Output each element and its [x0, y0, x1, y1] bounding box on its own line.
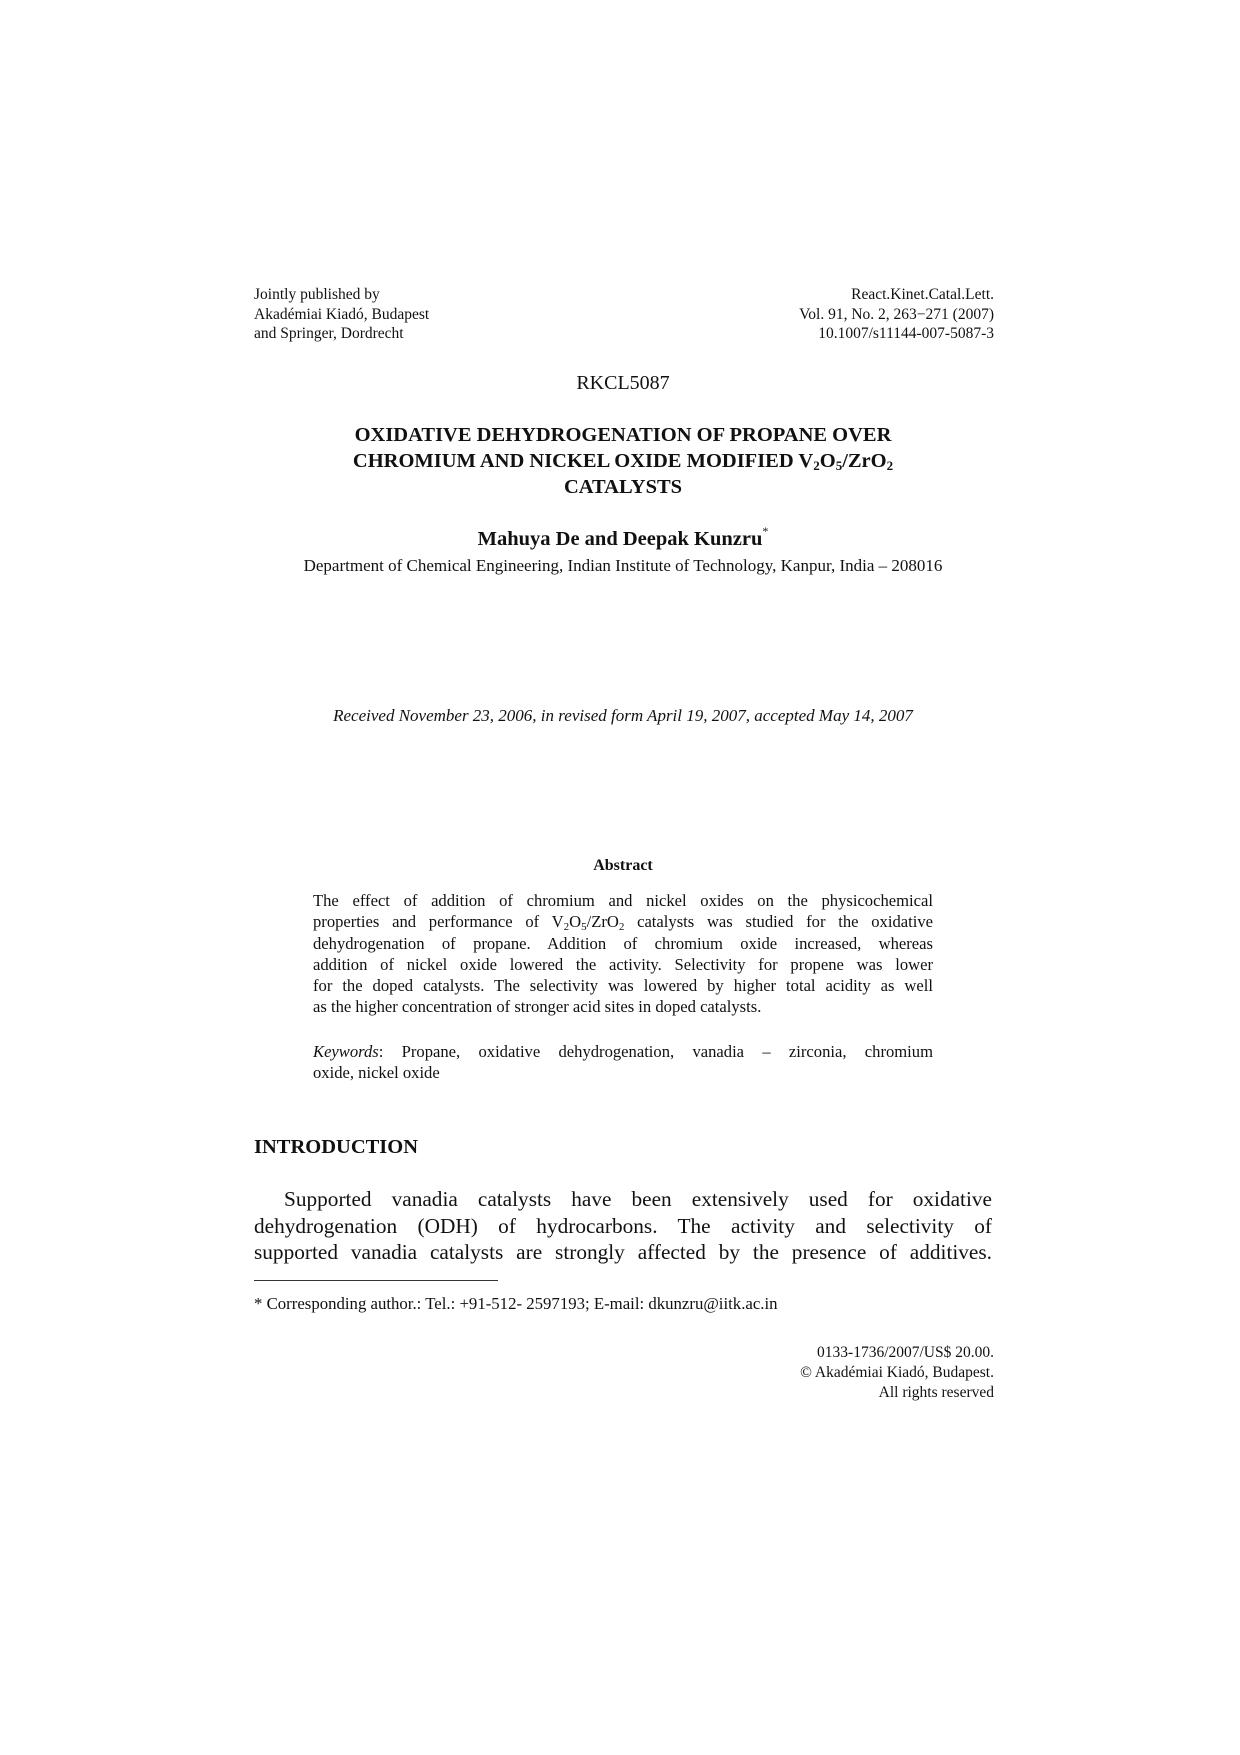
keywords-line: Keywords: Propane, oxidative dehydrogenation, vanadia – zirconia, chromium: [313, 1042, 933, 1061]
copyright-block: [800, 1343, 994, 1403]
footnote-corresponding-author: * Corresponding author.: Tel.: +91-512- 2597193; E-mail: dkunzru@iitk.ac.in: [254, 1294, 778, 1313]
section-heading-introduction: INTRODUCTION: [254, 1136, 419, 1158]
title-line-1: OXIDATIVE DEHYDROGENATION OF PROPANE OVER: [354, 424, 892, 446]
keywords-label: Keywords: [313, 1042, 379, 1061]
abstract-line: The effect of addition of chromium and nickel oxides on the physicochemical: [313, 891, 933, 910]
article-code: RKCL5087: [576, 372, 670, 394]
publisher-line: and Springer, Dordrecht: [254, 325, 404, 342]
abstract-heading: Abstract: [593, 857, 653, 874]
publisher-line: Akadémiai Kiadó, Budapest: [254, 305, 430, 323]
received-dates: Received November 23, 2006, in revised form April 19, 2007, accepted May 14, 2007: [333, 706, 913, 725]
footnote-divider: [254, 1280, 498, 1281]
affiliation: Department of Chemical Engineering, Indian Institute of Technology, Kanpur, India – 208016: [303, 556, 943, 575]
keywords-line: oxide, nickel oxide: [313, 1063, 440, 1083]
abstract-line: as the higher concentration of stronger acid sites in doped catalysts.: [313, 997, 762, 1017]
copyright-holder: © Akadémiai Kiadó, Budapest.: [800, 1364, 994, 1381]
journal-name: React.Kinet.Catal.Lett.: [851, 286, 994, 303]
paragraph-line: dehydrogenation (ODH) of hydrocarbons. The activity and selectivity of: [254, 1213, 992, 1238]
paper-title: [300, 422, 946, 500]
introduction-paragraph: [254, 1186, 992, 1266]
journal-citation-block: [799, 285, 994, 344]
title-line-3: CATALYSTS: [563, 476, 683, 498]
abstract-line: for the doped catalysts. The selectivity was lowered by higher total acidity as well: [313, 976, 933, 996]
authors: [0, 524, 1240, 551]
paragraph-line: supported vanadia catalysts are strongly affected by the presence of additives.: [254, 1240, 992, 1264]
keywords: [313, 1041, 933, 1084]
abstract-line: addition of nickel oxide lowered the activity. Selectivity for propene was lower: [313, 954, 933, 974]
doi: 10.1007/s11144-007-5087-3: [818, 325, 994, 342]
title-line-2: CHROMIUM AND NICKEL OXIDE MODIFIED $V_2O_5/ZrO_2$: [352, 450, 894, 473]
abstract-text: [313, 890, 933, 1018]
corresponding-marker: *: [762, 524, 769, 538]
issn-price: 0133-1736/2007/US$ 20.00.: [817, 1344, 994, 1361]
paragraph-line: Supported vanadia catalysts have been extensively used for oxidative: [284, 1187, 992, 1211]
abstract-line: properties and performance of $V_2O_5/ZrO_2$ catalysts was studied for the oxidative: [313, 912, 933, 934]
journal-volume: Vol. 91, No. 2, 263−271 (2007): [799, 305, 994, 323]
publisher-line: Jointly published by: [254, 286, 380, 303]
publisher-block: [254, 285, 429, 344]
abstract-line: dehydrogenation of propane. Addition of chromium oxide increased, whereas: [313, 933, 933, 953]
author-names: Mahuya De and Deepak Kunzru: [477, 528, 763, 550]
rights-statement: All rights reserved: [878, 1384, 994, 1401]
